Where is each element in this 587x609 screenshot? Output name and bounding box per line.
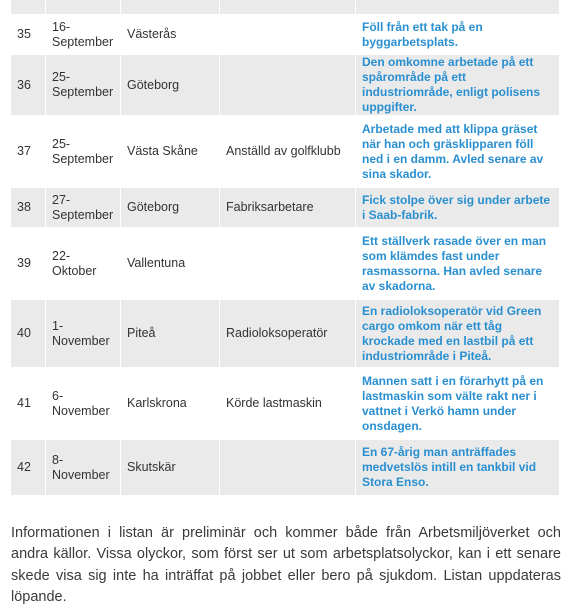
row-number: 38	[11, 188, 46, 228]
row-role	[220, 228, 356, 300]
row-role: Anställd av golfklubb	[220, 116, 356, 188]
row-role: Fabriksarbetare	[220, 188, 356, 228]
row-place: Göteborg	[121, 188, 220, 228]
row-role	[220, 0, 356, 15]
row-number: 36	[11, 55, 46, 116]
row-date	[46, 0, 121, 15]
row-role	[220, 15, 356, 55]
row-description	[356, 0, 560, 15]
info-note: Informationen i listan är preliminär och kommer både från Arbetsmiljöverket och andra källor. Vissa olyckor, som först ser ut som arbetsplatsolyckor, kan i ett senare skede visa sig inte ha inträffat på jobbet eller bero på sjukdom. Listan uppdateras löpande.	[11, 524, 561, 605]
row-description: Föll från ett tak på en byggarbetsplats.	[356, 15, 560, 55]
table-row	[11, 55, 560, 116]
row-date: 1- November	[46, 300, 121, 368]
row-description: Den omkomne arbetade på ett spårområde på ett industriområde, enligt polisens uppgifter.	[356, 55, 560, 116]
table-row	[11, 440, 560, 496]
row-date: 16- September	[46, 15, 121, 55]
row-description: Ett ställverk rasade över en man som klämdes fast under rasmassorna. Han avled senare av skadorna.	[356, 228, 560, 300]
row-date: 8- November	[46, 440, 121, 496]
row-description: En radioloksoperatör vid Green cargo omkom när ett tåg krockade med en lastbil på ett industriområde i Piteå.	[356, 300, 560, 368]
row-number: 41	[11, 368, 46, 440]
table-row	[11, 228, 560, 300]
row-date: 27- September	[46, 188, 121, 228]
row-place: Vallentuna	[121, 228, 220, 300]
row-role: Radioloksoperatör	[220, 300, 356, 368]
row-date: 25- September	[46, 116, 121, 188]
row-place: Västerås	[121, 15, 220, 55]
row-place: Göteborg	[121, 55, 220, 116]
row-number: 39	[11, 228, 46, 300]
row-place: Piteå	[121, 300, 220, 368]
row-place	[121, 0, 220, 15]
row-date: 22- Oktober	[46, 228, 121, 300]
row-description: Fick stolpe över sig under arbete i Saab-fabrik.	[356, 188, 560, 228]
accident-table	[10, 0, 560, 496]
row-number: 42	[11, 440, 46, 496]
table-row	[11, 300, 560, 368]
accident-table-body	[11, 0, 560, 496]
row-number: 37	[11, 116, 46, 188]
table-row	[11, 116, 560, 188]
row-place: Karlskrona	[121, 368, 220, 440]
row-description: Mannen satt i en förarhytt på en lastmaskin som välte rakt ner i vattnet i Verkö hamn under onsdagen.	[356, 368, 560, 440]
row-number	[11, 0, 46, 15]
row-role	[220, 440, 356, 496]
row-description: Arbetade med att klippa gräset när han och gräsklipparen föll ned i en damm. Avled senare av sina skador.	[356, 116, 560, 188]
row-role: Körde lastmaskin	[220, 368, 356, 440]
table-row	[11, 0, 560, 15]
row-date: 6- November	[46, 368, 121, 440]
row-date: 25- September	[46, 55, 121, 116]
row-role	[220, 55, 356, 116]
accident-table-wrapper	[10, 0, 560, 496]
row-place: Västa Skåne	[121, 116, 220, 188]
table-row	[11, 15, 560, 55]
row-number: 40	[11, 300, 46, 368]
row-place: Skutskär	[121, 440, 220, 496]
table-row	[11, 188, 560, 228]
table-row	[11, 368, 560, 440]
row-description: En 67-årig man anträffades medvetslös intill en tankbil vid Stora Enso.	[356, 440, 560, 496]
row-number: 35	[11, 15, 46, 55]
